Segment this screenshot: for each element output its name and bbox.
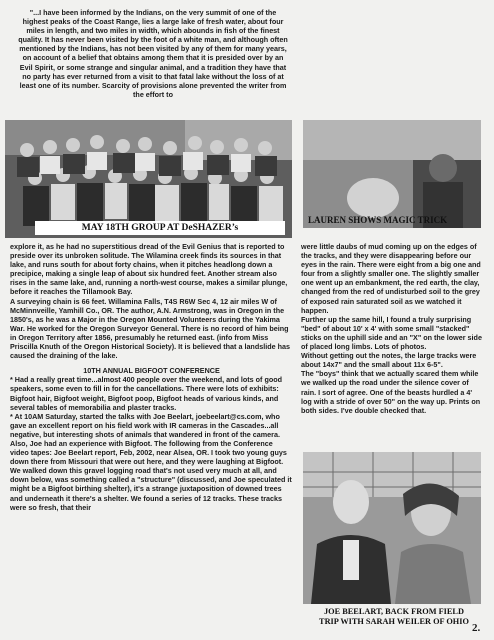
page-number: 2. xyxy=(472,622,481,634)
joe-caption-line-2: TRIP WITH SARAH WEILER OF OHIO xyxy=(319,617,469,626)
article-paragraph: Further up the same hill, I found a truly surprising "bed" of about 10' x 4' with some small "stacked" sticks on the uphill side and an "X" on the lower side of placed long limbs. Lots of photos. xyxy=(301,314,482,352)
group-photo-caption: MAY 18TH GROUP AT DeSHAZER’s xyxy=(35,221,285,235)
article-paragraph: Also, Joe had an experience with Bigfoot. The following from the Conference video tapes: Joe Beelart report, Feb, 2002, near Alsea, OR. I took two young guys down there from Missouri that were out here, and they were laughing at Bigfoot. We walked down this gravel logging road that's not used very much at all, and down below, was something called a "structure" (discussed, and Joe speculated it might be a Bigfoot birthing shelter), it's a strange juxtaposition of downed trees and underneath it there's a shelter. We found a series of 12 tracks. These tracks were so fresh, that their xyxy=(10,438,292,512)
article-paragraph: Without getting out the notes, the large tracks were about 14x7" and the small about 11x 6-5". xyxy=(301,351,477,370)
intro-text: "...I have been informed by the Indians, on the very summit of one of the highest peaks of the Coast Range, lies a large lake of fresh water, about four miles in length, and two miles in width, which abounds in fish of the finest quality. It has never been visited by the foot of a white man, and although often mentioned by the Indians, has not been visited by any of them for many years, on account of a belief that obtains among them that it is presided over by an Evil Spirit, or some strange and singular animal, and a tradition they have that no party has ever returned from a visit to that fatal lake without the loss of at least one of its number. Scarcity of provisions alone prevented the writer from the effort to xyxy=(18,8,288,99)
lauren-photo-caption: LAUREN SHOWS MAGIC TRICK xyxy=(308,215,448,225)
article-paragraph: The "boys" think that we actually scared them while we walked up the road under the silence cover of rain. I sort of agree. One of the beasts hurdled a 4' log with a stride of over 50" on the way up. Prints on both sides. I've double checked that. xyxy=(301,369,481,415)
joe-photo xyxy=(303,452,481,604)
article-paragraph: * Had a really great time...almost 400 people over the weekend, and lots of good speakers, some even to fill in for the cancellations. There were lots of exhibits: Bigfoot hair, Bigfoot weight, Bigfoot poop, Bigfoot heads of various kinds, and several tables of memorabilia and plaster tracks. xyxy=(10,375,283,412)
joe-photo-caption xyxy=(305,607,483,627)
conference-heading: 10TH ANNUAL BIGFOOT CONFERENCE xyxy=(83,366,220,376)
article-paragraph: * At 10AM Saturday, started the talks with Joe Beelart, joebeelart@cs.com, who gave an excellent report on his field work with IR cameras in the Cascades...all negative, but interesting shots of animals that wandered in front of the camera. xyxy=(10,411,280,439)
article-paragraph: were little daubs of mud coming up on the edges of the tracks, and they were disappearing before our eyes in the rain. There were eight from a big one and four from a slightly smaller one. The slightly smaller one went up an embankment, the red earth, the clay, changed from the red of undisturbed soil to the grey of exposed rain saturated soil as we watched it happen. xyxy=(301,242,481,315)
lauren-photo xyxy=(303,120,481,228)
right-column xyxy=(301,242,484,415)
article-paragraph: A surveying chain is 66 feet. Willamina Falls, T4S R6W Sec 4, 12 air miles W of McMinnveille, Yamhill Co., OR. The author, A.N. Armstrong, was in Oregon in the 1850's, as he was a Major in the Oregon Mounted Volunteers during the Yakima War. He worked for the Oregon Surveyor General. There is no record of him being in Oregon Territory after 1856, presumably he returned east. (info from Miss Priscilla Knuth of the Oregon Historical Society). It is believed that a landslide has caused the draining of the lake. xyxy=(10,296,290,361)
intro-quote xyxy=(18,8,288,99)
left-column xyxy=(10,242,293,512)
joe-caption-line-1: JOE BEELART, BACK FROM FIELD xyxy=(324,607,464,616)
article-paragraph: explore it, as he had no superstitious dread of the Evil Genius that is reported to preside over its unbroken solitude. The Wilamina creek finds its sources in that lake, and runs south for about forty chains, when it pitches headlong down a precipice, making a single leap of about six hundred feet. Another stream also rises in the same lake, and, running a north-west course, makes a similar plunge, before it reaches the Tillamook Bay. xyxy=(10,242,288,297)
